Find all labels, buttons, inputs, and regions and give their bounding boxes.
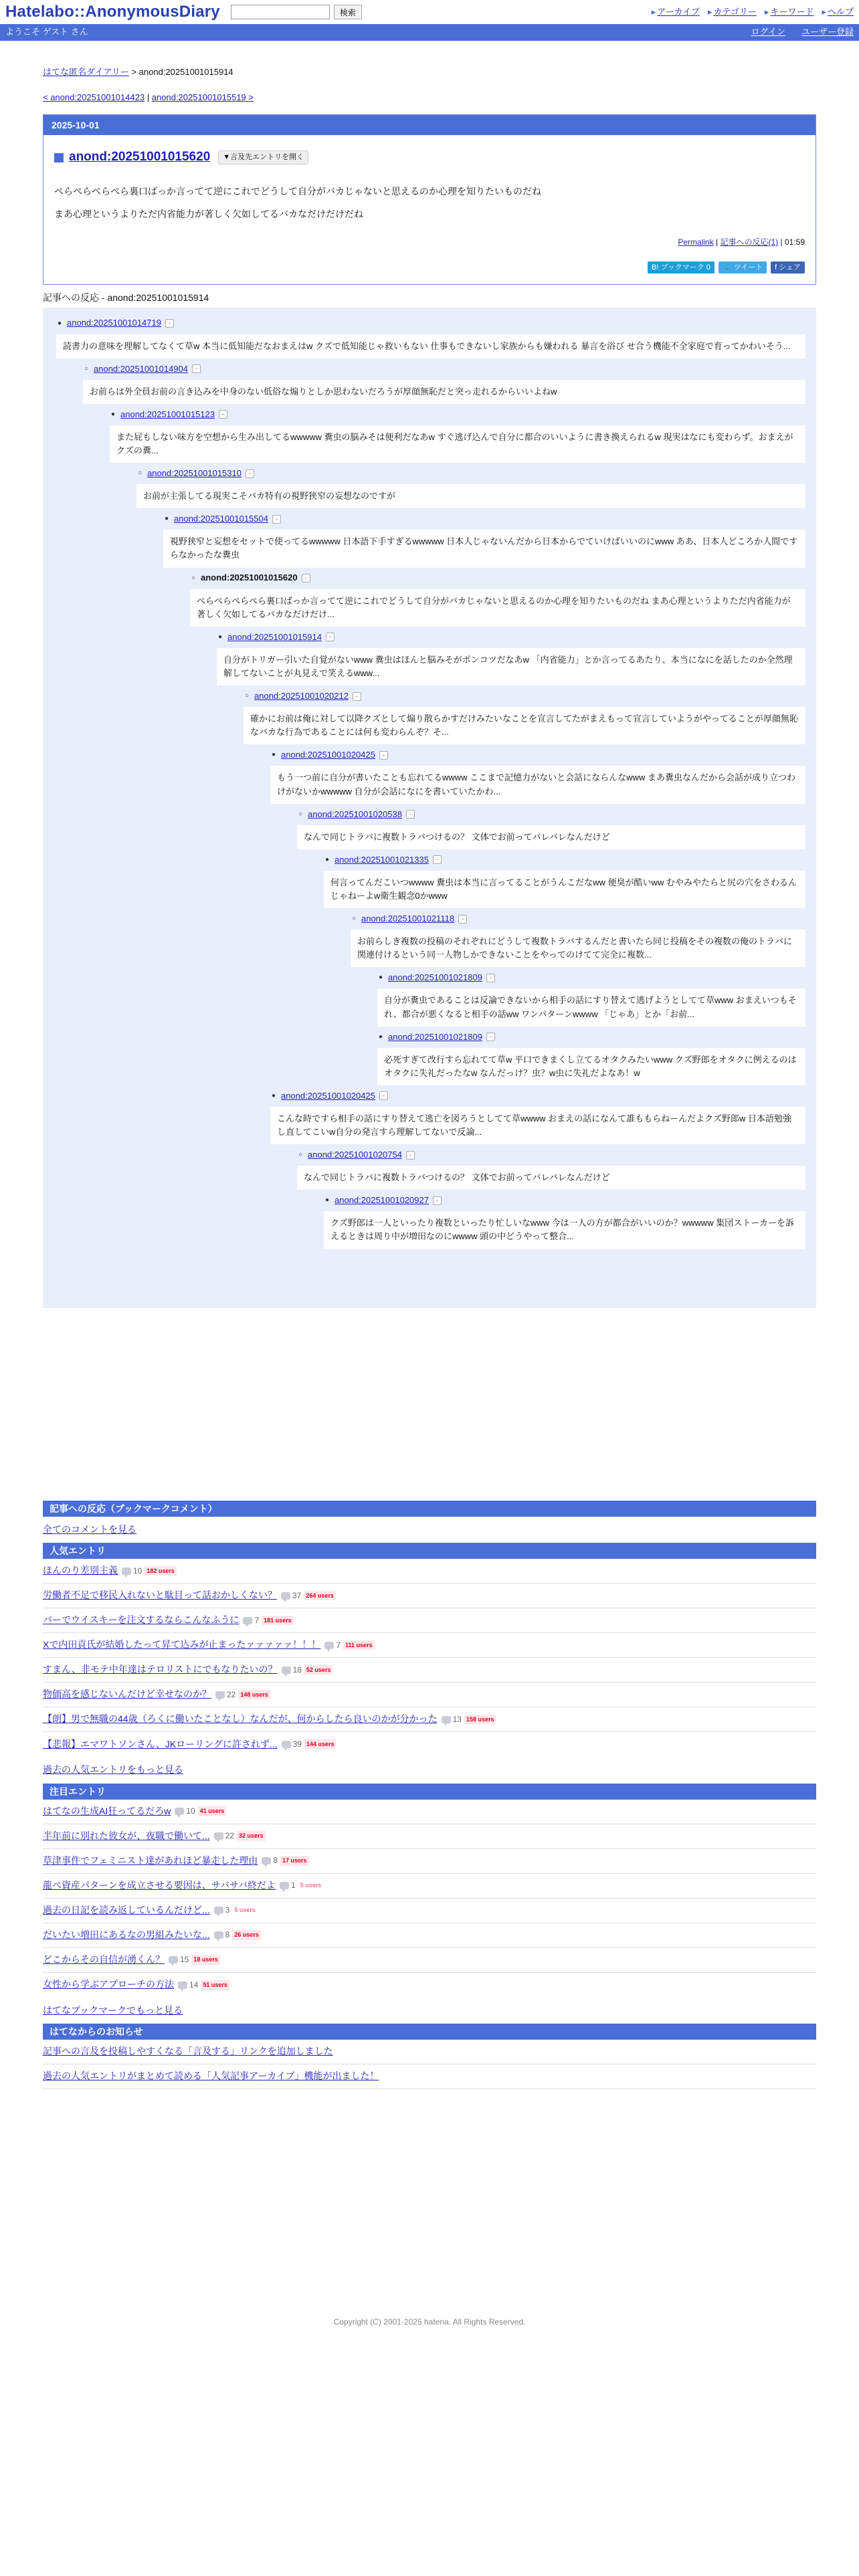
tree-node-header (217, 631, 816, 644)
tree-node-header (110, 408, 816, 421)
comment-count: 22 (227, 1689, 236, 1699)
tree-node-excerpt: お前らしき複数の投稿のそれぞれにどうして複数トラバするんだと書いたら同じ投稿をその複数の俺のトラバに関連付けるという同一人物しかできないことをやってのけてて完全に複数... (351, 930, 805, 967)
collapse-toggle-icon[interactable]: - (406, 810, 415, 819)
tree-node-current-title: anond:20251001015620 (201, 572, 298, 583)
entry-meta (54, 237, 805, 248)
tree-node-title-link[interactable]: anond:20251001015310 (147, 468, 242, 479)
popular-entries-heading: 人気エントリ (43, 1543, 816, 1559)
tree-node (270, 1089, 816, 1144)
refs-heading: 記事への反応 - anond:20251001015914 (43, 292, 209, 303)
entry-title-link[interactable]: 【悲報】エマワトソンさん、JKローリングに許されず... (43, 1738, 278, 1749)
bullet-icon: ○ (191, 574, 196, 582)
bullet-icon: ● (324, 1196, 330, 1204)
facebook-share-button[interactable] (771, 261, 805, 274)
nav-keyword-link[interactable]: ▸ キーワード (765, 6, 814, 18)
bullet-icon: ● (271, 1091, 276, 1099)
reaction-tree (43, 308, 816, 1308)
comment-count: 18 (292, 1665, 302, 1675)
tree-node-header (163, 512, 816, 526)
prev-next-separator: | (145, 92, 152, 103)
tree-node-excerpt: こんな時ですら相手の話にすり替えて逃亡を図ろうとしてて草wwww おまえの話になんて誰ももらねーんだよクズ野郎w 日本語勉強し直してこいw自分の発言すら理解してないで反論... (270, 1107, 805, 1144)
page-content (43, 66, 816, 285)
next-entry-link[interactable]: anond:20251001015519 > (151, 92, 254, 103)
entry-title-link[interactable]: ほんのり差別主義 (43, 1565, 118, 1576)
comment-count: 3 (225, 1905, 230, 1915)
login-link[interactable]: ログイン (751, 27, 785, 37)
tree-node-excerpt: ぺらぺらぺらぺら裏口ばっか言ってて逆にこれでどうして自分がバカじゃないと思えるのか心理を知りたいものだね まあ心理というよりただ内省能力が著しく欠如してるバカなだけだけ... (190, 589, 805, 627)
tweet-button[interactable] (719, 261, 767, 274)
comment-count: 8 (225, 1930, 230, 1940)
bullet-icon: ○ (298, 1151, 303, 1159)
tree-node-title-link[interactable]: anond:20251001021809 (388, 972, 482, 983)
bullet-icon: ○ (351, 915, 357, 923)
entry-row (43, 1559, 816, 1584)
tree-node (244, 689, 816, 744)
bookmark-users-badge[interactable]: 181 users (262, 1616, 294, 1626)
tree-node-excerpt: 自分がトリガー引いた自覚がないwww 糞虫はほんと脳みそがポンコツだなあw 「内省能力」とか言ってるあたり、本当になにを話したのか全然理解してないことが丸見えで笑えるwww... (217, 648, 805, 685)
bullet-icon: ● (110, 410, 116, 418)
entry-title-link[interactable]: はてなの生成AI狂ってるだろw (43, 1805, 171, 1816)
lower-sections (43, 1501, 816, 2089)
bullet-icon: ○ (84, 364, 89, 372)
news-item-link[interactable]: 過去の人気エントリがまとめて読める「人気記事アーカイブ」機能が出ました！ (43, 2064, 816, 2089)
entry-time: 01:59 (784, 237, 805, 247)
tree-node (377, 971, 816, 1026)
entry-title-link[interactable]: Xで内田貢氏が結婚したって昇て込みが止まったァァァァァ！！！ (43, 1639, 321, 1650)
tree-node-header (83, 362, 816, 376)
tree-node-excerpt: クズ野郎は一人といったり複数といったり忙しいなwww 今は一人の方が都合がいいのか？wwwww 集団ストーカーを訴えるときは周り中が増田なのにwwww 頭の中どうやって整合... (324, 1211, 805, 1249)
collapse-toggle-icon[interactable]: - (165, 319, 174, 328)
bookmark-users-badge[interactable]: 111 users (343, 1640, 375, 1650)
entry-row (43, 1973, 816, 1998)
entry-title-link[interactable]: どこからその自信が湧くん？ (43, 1953, 165, 1965)
tree-node-excerpt: もう一つ前に自分が書いたことも忘れてるwwww ここまで記憶力がないと会話にならんなwww まあ糞虫なんだから会話が成り立つわけがないかwwwww 自分が会話になにを書いていたかわ... (270, 766, 805, 803)
entry-row (43, 1899, 816, 1923)
bullet-icon: ● (324, 855, 330, 863)
comment-bubble-icon (442, 1716, 451, 1723)
tree-node-header (324, 1194, 816, 1207)
tree-node-excerpt: お前らは外全員お前の言き込みを中身のない低俗な煽りとしか思わないだろうが厚顔無恥だと突っ走れるからいいよねw (83, 380, 805, 404)
tree-node-excerpt: 視野狭窄と妄想をセットで使ってるwwwww 日本語下手すぎるwwwww 日本人じゃないんだから日本からでていけばいいのにwww ああ、日本人どころか人間ですらなかったな糞虫 (163, 530, 805, 567)
bookmark-users-badge[interactable]: 264 users (304, 1591, 336, 1601)
expand-referenced-entry-button[interactable]: ▼言及先エントリを開く (218, 150, 308, 165)
popular-entries-list (43, 1559, 816, 1757)
welcome-text: ようこそ ゲスト さん (5, 27, 88, 37)
breadcrumb (43, 66, 816, 78)
tree-node-header (136, 467, 816, 480)
entry-row (43, 1800, 816, 1824)
tree-node (190, 572, 816, 627)
bookmark-users-badge[interactable]: 5 users (232, 1905, 258, 1915)
share-label: シェア (779, 263, 801, 272)
tree-node-title-link[interactable]: anond:20251001020538 (308, 809, 402, 819)
bullet-icon: ● (271, 751, 276, 759)
tree-node-header (270, 1089, 816, 1103)
bullet-icon: ● (378, 1033, 383, 1041)
bookmark-users-badge[interactable]: 32 users (237, 1831, 266, 1841)
comment-count: 7 (336, 1640, 341, 1650)
entry-title-link[interactable]: だいたい増田にあるなの男組みたいな... (43, 1929, 210, 1940)
entry-row (43, 1584, 816, 1608)
entry-title-link[interactable]: 女性から学ぶアプローチの方法 (43, 1979, 174, 1990)
tree-node-header (377, 971, 816, 984)
comment-bubble-icon (215, 1691, 225, 1699)
hatena-news-heading: はてなからのお知らせ (43, 2024, 816, 2040)
collapse-toggle-icon[interactable]: - (486, 1033, 495, 1041)
tree-node-header (244, 689, 816, 703)
collapse-toggle-icon[interactable]: - (433, 1196, 442, 1205)
entry-title-link[interactable]: バーでウイスキーを注文するならこんなふうに (43, 1614, 240, 1626)
article-body (43, 135, 816, 284)
comment-count: 37 (292, 1590, 302, 1600)
comment-count: 7 (254, 1615, 260, 1625)
facebook-icon: f (775, 263, 777, 272)
tree-node-title-link[interactable]: anond:20251001020212 (254, 691, 349, 701)
comment-count: 10 (133, 1566, 142, 1576)
bookmark-users-badge[interactable]: 182 users (145, 1566, 177, 1576)
collapse-toggle-icon[interactable]: - (219, 410, 227, 419)
hatena-bookmark-button[interactable]: B! ブックマーク 0 (648, 261, 714, 274)
bookmark-users-badge[interactable]: 26 users (232, 1930, 261, 1940)
square-bullet-icon (54, 153, 64, 163)
tree-node (324, 853, 816, 908)
entry-title-link[interactable]: 過去の日記を読み返しているんだけど... (43, 1904, 210, 1915)
footer-copyright: Copyright (C) 2001-2025 hatena. All Rights Reserved. (333, 2317, 526, 2327)
entry-row (43, 1874, 816, 1899)
entry-row (43, 1824, 816, 1849)
article (43, 114, 816, 285)
bullet-icon: ○ (137, 469, 142, 477)
tree-node (324, 1194, 816, 1249)
collapse-toggle-icon[interactable]: - (326, 633, 335, 641)
tree-node-title-link[interactable]: anond:20251001014904 (94, 363, 188, 374)
all-comments-link[interactable]: 全てのコメントを見る (43, 1523, 136, 1535)
meta-separator: | (713, 237, 721, 247)
tree-node-title-link[interactable]: anond:20251001015123 (120, 409, 215, 419)
top-nav (652, 6, 854, 18)
collapse-toggle-icon[interactable]: - (246, 469, 254, 478)
bookmark-users-badge[interactable]: 158 users (464, 1715, 496, 1725)
tree-node-title-link[interactable]: anond:20251001015504 (174, 514, 268, 524)
bookmark-users-badge[interactable]: 5 users (298, 1881, 324, 1891)
tree-node-excerpt: お前が主張してる現実こそバカ特有の視野狭窄の妄想なのですが (136, 484, 805, 508)
register-link[interactable]: ユーザー登録 (801, 27, 854, 37)
entry-row (43, 1923, 816, 1948)
tree-node (297, 1148, 816, 1190)
breadcrumb-separator: > (128, 67, 139, 77)
entry-title-link[interactable]: すまん、非モテ中年達はテロリストにでもなりたいの？ (43, 1664, 278, 1675)
tree-node (351, 912, 816, 967)
bullet-icon: ● (164, 515, 169, 523)
tree-node-title-link[interactable]: anond:20251001020425 (281, 1090, 375, 1101)
comment-bubble-icon (214, 1931, 223, 1939)
collapse-toggle-icon[interactable]: - (272, 515, 281, 524)
bullet-icon: ● (378, 974, 383, 982)
site-logo[interactable]: Hatelabo::AnonymousDiary (5, 3, 220, 21)
tree-node-excerpt: 確かにお前は俺に対して以降クズとして煽り散らかすだけみたいなことを宣言してたがまえもって宣言していようがやってることが厚顔無恥なバカな行為であることには何も変わらんぞ？そ... (244, 707, 805, 744)
comment-bubble-icon (178, 1981, 187, 1989)
entry-title-link[interactable]: 物価高を感じないんだけど幸せなのか？ (43, 1689, 211, 1700)
entry-title-link[interactable]: anond:20251001015620 (69, 150, 211, 165)
tree-node-header (324, 853, 816, 867)
comment-count: 8 (273, 1856, 278, 1866)
tree-node-excerpt: 必死すぎて改行すら忘れてて草w 平口できまくし立てるオタクみたいwww クズ野郎をオタクに例えるのはオタクに失礼だったなw なんだっけ？虫？w虫に失礼だよなあ！w (377, 1048, 805, 1085)
tree-node-title-link[interactable]: anond:20251001020754 (308, 1150, 402, 1160)
tree-node (83, 362, 816, 404)
breadcrumb-home-link[interactable]: はてな匿名ダイアリー (43, 67, 129, 77)
nav-help-link[interactable]: ▸ ヘルプ (822, 6, 854, 18)
tree-node (136, 467, 816, 508)
article-date: 2025-10-01 (43, 115, 816, 135)
tree-node-header (351, 912, 816, 926)
tree-node (56, 317, 816, 358)
collapse-toggle-icon[interactable]: - (302, 574, 310, 582)
comment-bubble-icon (281, 1592, 290, 1600)
breadcrumb-current: anond:20251001015914 (138, 67, 233, 77)
share-buttons (54, 261, 805, 274)
bookmark-users-badge[interactable]: 144 users (304, 1739, 337, 1749)
tree-node (297, 808, 816, 849)
comment-bubble-icon (175, 1808, 184, 1815)
tweet-label: ツイート (733, 263, 763, 272)
bullet-icon: ● (217, 633, 223, 641)
tree-node-header (56, 317, 816, 330)
entry-title-link[interactable]: 【朗】男で無職の44歳（ろくに働いたことなし）なんだが、何からしたら良いのかが分かった (43, 1713, 438, 1725)
nav-archive-link[interactable]: ▸ アーカイブ (652, 6, 700, 18)
search-input[interactable] (231, 5, 330, 19)
meta-separator: | (778, 237, 785, 247)
hatena-news-list (43, 2040, 816, 2088)
entry-row (43, 1948, 816, 1973)
search-button[interactable]: 検索 (334, 5, 362, 19)
bullet-icon: ○ (298, 810, 303, 818)
user-bar (0, 24, 859, 41)
collapse-toggle-icon[interactable]: - (379, 751, 388, 760)
prev-next-nav (43, 92, 816, 104)
bookmark-users-badge[interactable]: 148 users (238, 1690, 270, 1700)
entry-row (43, 1849, 816, 1874)
tree-node-header (190, 572, 816, 585)
tree-node-excerpt: また屁もしない味方を空想から生み出してるwwwww 糞虫の脳みそは便利だなあw すぐ逃げ込んで自分に都合のいいように書き換えられるw 現実はなにも変わらず。おまえがクズの糞... (110, 425, 805, 463)
news-item-link[interactable]: 記事への言及を投稿しやすくなる「言及する」リンクを追加しました (43, 2040, 816, 2064)
entry-row (43, 1608, 816, 1633)
comment-count: 15 (180, 1955, 189, 1965)
entry-text: まあ心理というよりただ内省能力が著しく欠如してるバカなだけだけだね (54, 208, 363, 219)
tree-node-excerpt: なんで同じトラバに複数トラバつけるの？ 文体でお前ってバレバレなんだけど (297, 825, 805, 849)
comment-bubble-icon (214, 1907, 223, 1914)
comment-bubble-icon (282, 1741, 291, 1748)
tree-node-title-link[interactable]: anond:20251001021809 (388, 1031, 482, 1042)
bookmark-users-badge[interactable]: 41 users (198, 1806, 227, 1816)
popular-more-link[interactable]: 過去の人気エントリをもっと見る (43, 1764, 183, 1776)
permalink-link[interactable]: Permalink (678, 237, 714, 247)
refs-count-link[interactable]: 記事への反応(1) (720, 237, 779, 247)
comment-count: 10 (186, 1806, 195, 1816)
collapse-toggle-icon[interactable]: - (406, 1151, 415, 1160)
tree-node-excerpt: 自分が糞虫であることは反論できないから相手の話にすり替えて逃げようとしてて草www おまえいつもそれ、都合が悪くなると相手の話ww ワンパターンwwww 「じゃあ」とか「お前... (377, 988, 805, 1026)
comment-count: 13 (452, 1714, 462, 1724)
comment-bubble-icon (282, 1667, 291, 1674)
entry-row (43, 1658, 816, 1683)
bullet-icon: ● (57, 319, 62, 327)
bookmark-users-badge[interactable]: 51 users (201, 1980, 229, 1990)
tree-node-title-link[interactable]: anond:20251001015914 (227, 631, 322, 642)
collapse-toggle-icon[interactable]: - (433, 855, 442, 864)
entry-row (43, 1633, 816, 1658)
comment-count: 22 (225, 1831, 235, 1841)
collapse-toggle-icon[interactable]: - (458, 915, 467, 924)
comment-bubble-icon (169, 1956, 178, 1963)
tree-node (270, 748, 816, 803)
comment-bubble-icon (280, 1882, 289, 1889)
entry-row (43, 1683, 816, 1707)
comment-count: 39 (292, 1739, 302, 1749)
entry-header (54, 148, 805, 167)
comment-bubble-icon (243, 1617, 252, 1624)
tree-node-title-link[interactable]: anond:20251001020927 (335, 1195, 429, 1206)
comment-bubble-icon (214, 1832, 223, 1840)
tree-node (110, 408, 816, 463)
tree-node-header (377, 1031, 816, 1044)
tree-node (217, 631, 816, 685)
collapse-toggle-icon[interactable]: - (379, 1091, 388, 1100)
nav-category-link[interactable]: ▸ カテゴリー (708, 6, 757, 18)
top-bar (0, 0, 859, 24)
tree-node-title-link[interactable]: anond:20251001021335 (335, 854, 429, 865)
entry-row (43, 1707, 816, 1732)
tree-node-excerpt: 読書力の意味を理解してなくて草w 本当に低知能だなおまえはw クズで低知能じゃ救いもない 仕事もできないし家族からも嫌われる 暴言を浴び せ合う機能不全家庭で育ってかわいそう... (56, 334, 805, 358)
tree-node-header (297, 808, 816, 821)
tree-node (163, 512, 816, 567)
comment-bubble-icon (262, 1857, 271, 1864)
tree-node-excerpt: 何言ってんだこいつwwww 糞虫は本当に言ってることがうんこだなww 便臭が酷いww むやみやたらと尻の穴をさわるんじゃねーよw衛生観念0かwww (324, 871, 805, 908)
twitter-bird-icon: 🐦 (722, 263, 732, 272)
notable-entries-list (43, 1800, 816, 1998)
comment-bubble-icon (324, 1642, 334, 1649)
comment-bubble-icon (122, 1568, 131, 1575)
bookmark-users-badge[interactable]: 18 users (191, 1955, 220, 1965)
bookmark-comments-heading: 記事への反応（ブックマークコメント） (43, 1501, 816, 1517)
bookmark-users-badge[interactable]: 17 users (280, 1856, 309, 1866)
notable-more-link[interactable]: はてなブックマークでもっと見る (43, 2004, 183, 2016)
entry-title-link[interactable]: 半年前に別れた彼女が、夜職で働いて... (43, 1830, 210, 1841)
tree-node (377, 1031, 816, 1085)
notable-entries-heading: 注目エントリ (43, 1784, 816, 1800)
bookmark-users-badge[interactable]: 52 users (304, 1665, 333, 1675)
entry-title-link[interactable]: 草津事件でフェミニスト達があれほど暴走した理由 (43, 1854, 258, 1866)
comment-count: 14 (189, 1979, 199, 1990)
tree-node-title-link[interactable]: anond:20251001021118 (361, 913, 455, 924)
comment-count: 1 (291, 1881, 296, 1891)
prev-entry-link[interactable]: < anond:20251001014423 (43, 92, 145, 103)
tree-node-excerpt: なんで同じトラバに複数トラバつけるの？ 文体でお前ってバレバレなんだけど (297, 1166, 805, 1190)
entry-text: ぺらぺらぺらぺら裏口ばっか言ってて逆にこれでどうして自分がバカじゃないと思えるのか心理を知りたいものだね (54, 185, 541, 197)
tree-node-title-link[interactable]: anond:20251001014719 (67, 318, 161, 328)
tree-node-header (270, 748, 816, 762)
entry-title-link[interactable]: 龍べ資産パターンを成立させる要因は、サバサバ終だよ (43, 1879, 276, 1891)
collapse-toggle-icon[interactable]: - (192, 364, 201, 373)
entry-title-link[interactable]: 労働者不足で移民入れないと駄目って話おかしくない？ (43, 1590, 277, 1601)
entry-row (43, 1732, 816, 1757)
tree-node-title-link[interactable]: anond:20251001020425 (281, 750, 375, 760)
bullet-icon: ○ (244, 692, 250, 700)
collapse-toggle-icon[interactable]: - (486, 974, 495, 982)
tree-node-header (297, 1148, 816, 1162)
collapse-toggle-icon[interactable]: - (353, 692, 361, 701)
